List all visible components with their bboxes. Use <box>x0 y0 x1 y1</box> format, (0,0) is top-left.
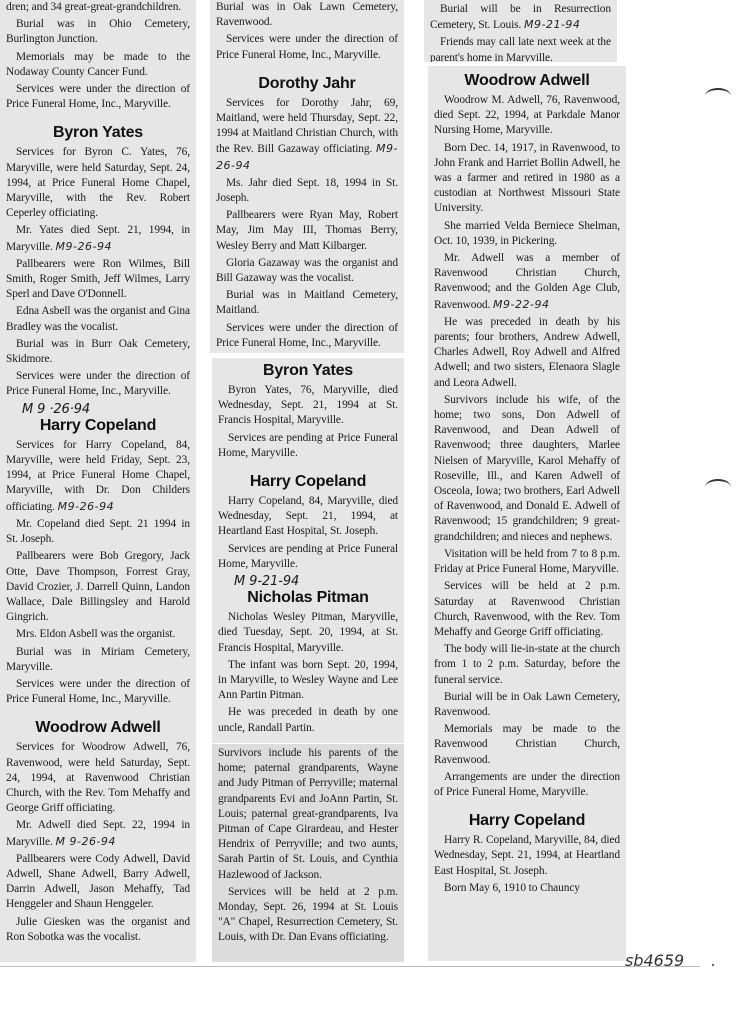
woodrow-para-3: Pallbearers were Cody Adwell, David Adwell, Shane Adwell, Barry Adwell, Darrin Adwell, Jason Mehaffy, Tad Henggeler and Shaun Henggeler. <box>6 852 190 911</box>
binder-hole-mark <box>705 88 731 104</box>
woodrow-para-4: Julie Giesken was the organist and Ron Sobotka was the vocalist. <box>6 915 190 943</box>
obituary-title-woodrow-adwell-2: Woodrow Adwell <box>464 72 590 89</box>
harry-para-6: Services were under the direction of Price Funeral Home, Inc., Maryville. <box>6 677 190 706</box>
woodrow2-para-3: She married Velda Berniece Shelman, Oct. 10, 1939, in Pickering. <box>434 219 620 247</box>
clipping-column-2-bottom <box>212 744 404 962</box>
woodrow2-para-5: He was preceded in death by his parents; four brothers, Andrew Adwell, Charles Adwell, Roy Adwell and Alfred Adwell; and two sisters, Elenaora Slagle and Leora Adwell. <box>434 315 620 389</box>
dorothy-para-2: Ms. Jahr died Sept. 18, 1994 in St. Joseph. <box>216 176 398 205</box>
harry-para-1: Services for Harry Copeland, 84, Maryville, were held Friday, Sept. 23, 1994, at Price Funeral Home Chapel, Maryville, with Dr. Don Childers officiating. M9-26-94 <box>6 438 190 513</box>
byron-para-5: Burial was in Burr Oak Cemetery, Skidmore. <box>6 337 190 366</box>
handwritten-reference-number: sb4659 <box>625 951 685 970</box>
col1-intro-3: Memorials may be made to the Nodaway County Cancer Fund. <box>6 50 190 78</box>
handwritten-date: M9-26-94 <box>216 142 398 172</box>
handwritten-date: M 9-26-94 <box>55 834 116 848</box>
clipping-column-1 <box>0 0 196 962</box>
dorothy-para-3: Pallbearers were Ryan May, Robert May, Jim May III, Thomas Berry, Wesley Berry and Matt Kilbarger. <box>216 209 398 252</box>
byron-para-4: Edna Asbell was the organist and Gina Bradley was the vocalist. <box>6 305 190 333</box>
byron-para-3: Pallbearers were Ron Wilmes, Bill Smith, Roger Smith, Jeff Wilmes, Larry Sperl and Dave O'Donnell. <box>6 257 190 301</box>
nicholas-para-1: Nicholas Wesley Pitman, Maryville, died Tuesday, Sept. 20, 1994, at St. Francis Hospital, Maryville. <box>218 611 398 654</box>
dorothy-para-1: Services for Dorothy Jahr, 69, Maitland, were held Thursday, Sept. 22, 1994 at Maitland Christian Church, with the Rev. Bill Gazaway officiating. M9-26-94 <box>216 96 398 172</box>
woodrow2-para-4: Mr. Adwell was a member of Ravenwood Christian Church, Ravenwood; and the Golden Age Club, Ravenwood. M9-22-94 <box>434 252 620 311</box>
woodrow2-para-8: Services will be held at 2 p.m. Saturday at Ravenwood Christian Church, Ravenwood, with the Rev. Tom Mehaffy and George Griff officiating. <box>434 580 620 638</box>
harry2-para-1: Harry Copeland, 84, Maryville, died Wednesday, Sept. 21, 1994, at Heartland East Hospital, St. Joseph. <box>218 495 398 538</box>
binder-hole-mark <box>705 479 731 495</box>
handwritten-date: M 9 ·26·94 <box>22 401 91 417</box>
handwritten-date: M9-26-94 <box>55 239 112 253</box>
clipping-column-2-middle <box>212 358 404 743</box>
harry-para-4: Mrs. Eldon Asbell was the organist. <box>16 628 176 641</box>
byron2-para-1: Byron Yates, 76, Maryville, died Wednesday, Sept. 21, 1994 at St. Francis Hospital, Maryville. <box>218 384 398 427</box>
col3-top-1: Burial will be in Resurrection Cemetery, St. Louis. M9-21-94 <box>430 3 611 32</box>
nicholas-para-3: He was preceded in death by one uncle, Randall Partin. <box>218 706 398 734</box>
nicholas-para-4: Survivors include his parents of the home; paternal grandparents, Wayne and Judy Pitman of Perryville; maternal grandparents Evi and JoAnn Partin, St. Louis; paternal great-grandparents, Iva Pitman of Cape Girardeau, and Hester Hendrix of Perryville; and two aunts, Sarah Partin of St. Louis, and Cynthia Hazlewood of Jackson. <box>218 747 398 881</box>
woodrow2-para-1: Woodrow M. Adwell, 76, Ravenwood, died Sept. 22, 1994, at Parkdale Manor Nursing Home, Maryville. <box>434 94 620 137</box>
byron-para-2: Mr. Yates died Sept. 21, 1994, in Maryville. M9-26-94 <box>6 224 190 253</box>
harry3-para-2: Born May 6, 1910 to Chauncy <box>444 881 580 894</box>
clipping-column-3 <box>428 66 626 961</box>
nicholas-para-5: Services will be held at 2 p.m. Monday, Sept. 26, 1994 at St. Louis "A" Chapel, Resurrection Cemetery, St. Louis, with Dr. Dan Evans officiating. <box>218 885 398 944</box>
handwritten-date: M9-21-94 <box>523 18 581 32</box>
harry-para-2: Mr. Copeland died Sept. 21 1994 in St. Joseph. <box>6 517 190 546</box>
col2-top-1: Burial was in Oak Lawn Cemetery, Ravenwood. <box>216 1 398 29</box>
harry3-para-1: Harry R. Copeland, Maryville, 84, died Wednesday, Sept. 21, 1994, at Heartland East Hospital, St. Joseph. <box>434 834 620 877</box>
obituary-title-byron-yates: Byron Yates <box>53 124 143 142</box>
col2-top-2: Services were under the direction of Price Funeral Home, Inc., Maryville. <box>216 33 398 61</box>
col3-top-2: Friends may call late next week at the parent's home in Maryville. <box>430 36 611 62</box>
woodrow2-para-2: Born Dec. 14, 1917, in Ravenwood, to John Frank and Harriet Bollin Adwell, he was a farmer and retired in 1980 as a custodian at Northwest Missouri State University. <box>434 141 620 215</box>
handwritten-date: M9-22-94 <box>493 297 550 311</box>
obituary-title-harry-copeland: Harry Copeland <box>39 416 157 434</box>
nicholas-para-2: The infant was born Sept. 20, 1994, in Maryville, to Wesley Wayne and Lee Ann Partin Pitman. <box>218 658 398 702</box>
harry2-para-2: Services are pending at Price Funeral Home, Maryville. <box>218 542 398 570</box>
col1-intro-1: dren; and 34 great-great-grandchildren. <box>6 1 182 13</box>
obituary-title-harry-copeland-2: Harry Copeland <box>249 473 367 491</box>
woodrow2-para-11: Memorials may be made to the Ravenwood Christian Church, Ravenwood. <box>434 723 620 766</box>
dorothy-para-5: Burial was in Maitland Cemetery, Maitland. <box>216 289 398 317</box>
obituary-title-woodrow-adwell: Woodrow Adwell <box>35 719 161 737</box>
harry-para-3: Pallbearers were Bob Gregory, Jack Otte, Dave Thompson, Forrest Gray, David Crozier, J. Darrell Quinn, Landon Wallace, Dale Billingsley and Harold Gingrich. <box>6 550 190 624</box>
woodrow2-para-12: Arrangements are under the direction of Price Funeral Home, Maryville. <box>434 770 620 798</box>
scan-edge-line <box>0 966 700 967</box>
clipping-column-2-top <box>210 0 404 353</box>
clipping-column-3-top <box>424 0 617 62</box>
col1-intro-2: Burial was in Ohio Cemetery, Burlington Junction. <box>6 18 190 46</box>
byron2-para-2: Services are pending at Price Funeral Home, Maryville. <box>218 431 398 459</box>
byron-para-1: Services for Byron C. Yates, 76, Maryville, were held Saturday, Sept. 24, 1994, at Price Funeral Home Chapel, Maryville, with the Rev. Robert Ceperley officiating. <box>6 146 190 220</box>
stray-dot <box>712 964 714 966</box>
woodrow2-para-10: Burial will be in Oak Lawn Cemetery, Ravenwood. <box>434 690 620 718</box>
handwritten-date: M9-26-94 <box>57 499 115 513</box>
woodrow2-para-9: The body will lie-in-state at the church from 1 to 2 p.m. Saturday, before the funeral service. <box>434 643 620 686</box>
col1-intro-4: Services were under the direction of Price Funeral Home, Inc., Maryville. <box>6 83 190 111</box>
dorothy-para-4: Gloria Gazaway was the organist and Bill Gazaway was the vocalist. <box>216 256 398 285</box>
obituary-title-nicholas-pitman: Nicholas Pitman <box>247 589 369 607</box>
woodrow2-para-7: Visitation will be held from 7 to 8 p.m. Friday at Price Funeral Home, Maryville. <box>434 547 620 576</box>
byron-para-6: Services were under the direction of Price Funeral Home, Inc., Maryville. <box>6 370 190 398</box>
woodrow2-para-6: Survivors include his wife, of the home; two sons, Don Adwell of Ravenwood, and Dean Adwell of Ravenwood; three daughters, Marlee Nielsen of Maryville, Karol Mehaffy of Roseville, Ill., and Karen Adwell of Osceola, Iowa; two brothers, Earl Adwell of Ravenwood, and Donald E. Adwell of Ravenwood; 15 grandchildren; 9 great-grandchildren; and nieces and nephews. <box>434 393 620 543</box>
woodrow-para-1: Services for Woodrow Adwell, 76, Ravenwood, were held Saturday, Sept. 24, 1994, at Ravenwood Christian Church, with the Rev. Tom Mehaffy and George Griff officiating. <box>6 741 190 815</box>
handwritten-date: M 9-21-94 <box>234 574 300 590</box>
woodrow-para-2: Mr. Adwell died Sept. 22, 1994 in Maryville. M 9-26-94 <box>6 819 190 848</box>
obituary-title-dorothy-jahr: Dorothy Jahr <box>258 74 356 92</box>
obituary-title-harry-copeland-3: Harry Copeland <box>468 812 586 830</box>
harry-para-5: Burial was in Miriam Cemetery, Maryville. <box>6 645 190 673</box>
dorothy-para-6: Services were under the direction of Price Funeral Home, Inc., Maryville. <box>216 321 398 349</box>
obituary-title-byron-yates-2: Byron Yates <box>263 362 353 379</box>
